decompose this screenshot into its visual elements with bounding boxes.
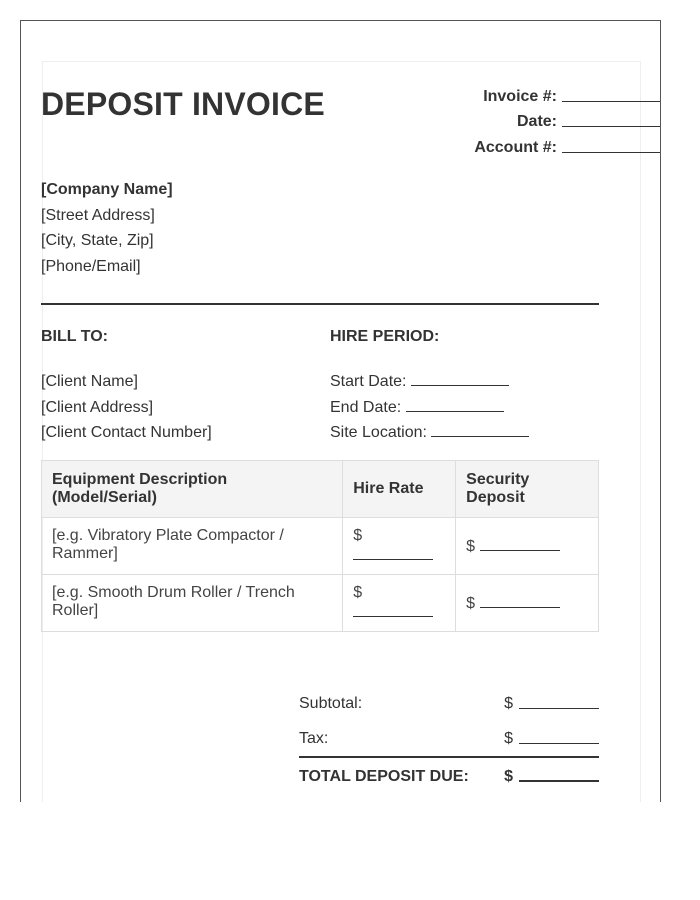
tax-row — [299, 713, 599, 748]
hire-rate-cell — [343, 518, 456, 575]
invoice-date-label: Date: — [516, 113, 557, 130]
equipment-description: [e.g. Vibratory Plate Compactor / Rammer] — [42, 518, 343, 575]
invoice-date-row — [400, 106, 660, 132]
invoice-number-row — [400, 80, 660, 106]
hire-rate-cell — [343, 575, 456, 632]
total-due-field[interactable] — [519, 766, 599, 782]
table-row — [42, 575, 599, 632]
bill-to-block — [41, 369, 212, 446]
start-date-field[interactable] — [411, 371, 509, 386]
subtotal-row — [299, 678, 599, 713]
client-name: [Client Name] — [41, 373, 138, 390]
currency-symbol: $ — [353, 584, 363, 601]
table-row — [42, 518, 599, 575]
header-hire-rate: Hire Rate — [343, 461, 456, 518]
tax-amount — [504, 729, 599, 748]
invoice-number-field[interactable] — [562, 85, 660, 102]
account-number-label: Account #: — [474, 138, 557, 156]
company-name: [Company Name] — [41, 181, 173, 198]
end-date-label: End Date: — [330, 398, 402, 416]
currency-symbol: $ — [466, 538, 476, 555]
table-header-row — [42, 461, 599, 518]
company-block — [41, 177, 173, 279]
security-deposit-field[interactable] — [480, 593, 560, 608]
currency-symbol: $ — [466, 595, 476, 612]
hire-period-block — [330, 369, 529, 446]
bill-to-heading: BILL TO: — [41, 328, 108, 345]
invoice-title: DEPOSIT INVOICE — [41, 86, 325, 122]
company-city: [City, State, Zip] — [41, 232, 154, 249]
subtotal-amount — [504, 694, 599, 713]
total-due-label: TOTAL DEPOSIT DUE: — [299, 768, 469, 785]
total-due-row — [299, 758, 599, 786]
start-date-row — [330, 369, 529, 395]
account-number-field[interactable] — [562, 136, 660, 153]
equipment-description: [e.g. Smooth Drum Roller / Trench Roller] — [42, 575, 343, 632]
currency-symbol: $ — [353, 527, 363, 544]
subtotal-label: Subtotal: — [299, 695, 363, 712]
invoice-number-label: Invoice #: — [483, 87, 557, 105]
security-deposit-cell — [456, 575, 599, 632]
currency-symbol: $ — [504, 695, 513, 712]
invoice-meta — [400, 80, 660, 157]
currency-symbol: $ — [504, 768, 513, 785]
header-security-deposit: Security Deposit — [456, 461, 599, 518]
equipment-table — [41, 460, 599, 632]
end-date-field[interactable] — [406, 397, 504, 412]
end-date-row — [330, 395, 529, 421]
currency-symbol: $ — [504, 730, 513, 747]
site-location-field[interactable] — [431, 422, 529, 437]
account-number-row — [400, 131, 660, 157]
hire-rate-field[interactable] — [353, 602, 433, 617]
hire-rate-field[interactable] — [353, 545, 433, 560]
header-divider — [41, 303, 599, 305]
client-contact: [Client Contact Number] — [41, 424, 212, 441]
totals-block — [299, 678, 599, 786]
client-address: [Client Address] — [41, 398, 154, 416]
start-date-label: Start Date: — [330, 373, 407, 390]
site-location-label: Site Location: — [330, 424, 427, 441]
subtotal-field[interactable] — [519, 694, 599, 709]
tax-field[interactable] — [519, 729, 599, 744]
security-deposit-cell — [456, 518, 599, 575]
hire-period-heading: HIRE PERIOD: — [330, 328, 440, 345]
company-street: [Street Address] — [41, 206, 155, 224]
tax-label: Tax: — [299, 730, 329, 747]
total-due-amount — [504, 766, 599, 786]
header-equipment-description: Equipment Description (Model/Serial) — [42, 461, 343, 518]
invoice-date-field[interactable] — [562, 110, 660, 127]
company-contact: [Phone/Email] — [41, 257, 141, 275]
site-location-row — [330, 420, 529, 446]
security-deposit-field[interactable] — [480, 536, 560, 551]
